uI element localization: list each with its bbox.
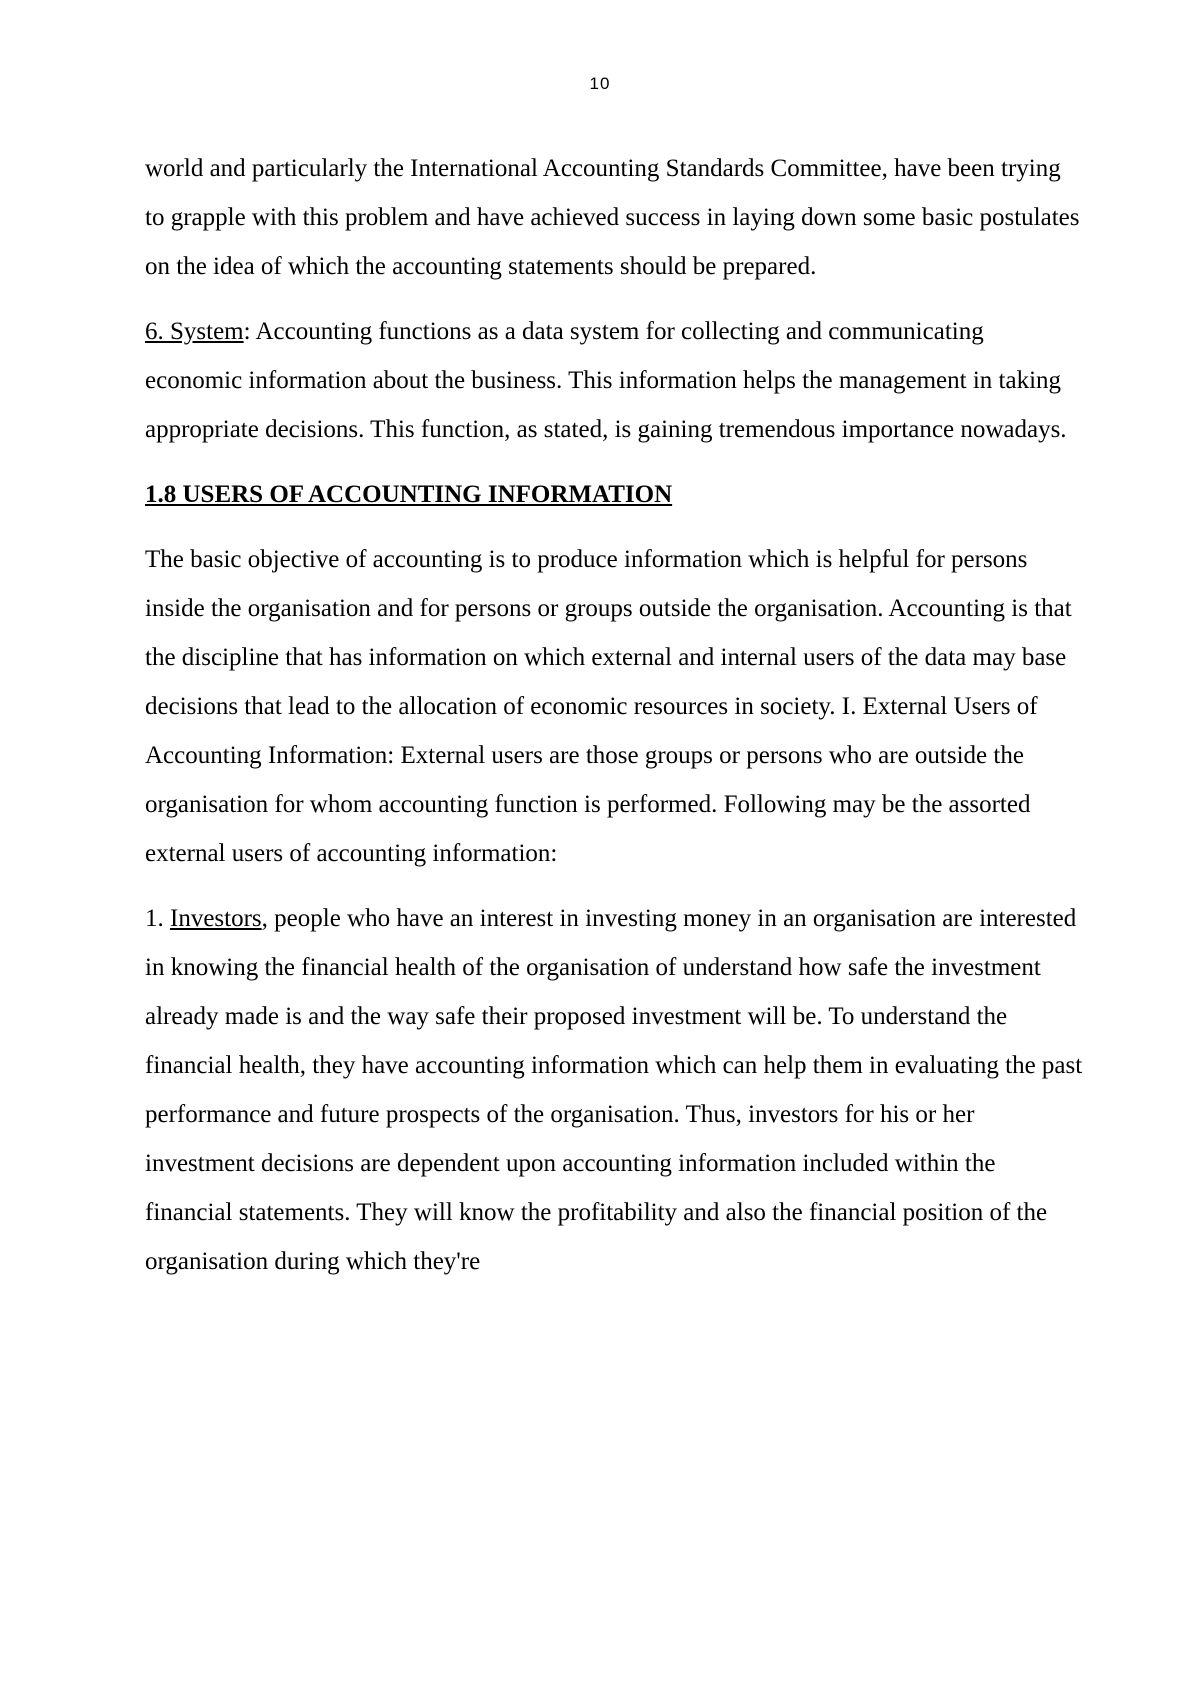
paragraph-system — [145, 307, 1085, 454]
page-number: 10 — [589, 74, 611, 93]
paragraph-standards: world and particularly the International Accounting Standards Committee, have been trying to grapple with this problem and have achieved success in laying down some basic postulates on the idea of which the accounting statements should be prepared. — [145, 155, 1080, 280]
section-heading: 1.8 USERS OF ACCOUNTING INFORMATION — [145, 481, 673, 508]
investors-number: 1. — [145, 905, 170, 932]
paragraph-investors — [145, 894, 1085, 1286]
document-body — [145, 144, 1085, 1302]
investors-label: Investors — [170, 905, 262, 932]
system-label: 6. System — [145, 318, 244, 345]
system-text: : Accounting functions as a data system for collecting and communicating economic information about the business. This information helps the management in taking appropriate decisions. This function, as stated, is gaining tremendous importance nowadays. — [145, 318, 1067, 443]
investors-text: , people who have an interest in investing money in an organisation are interested in knowing the financial health of the organisation of understand how safe the investment already made is and the way safe their proposed investment will be. To understand the financial health, they have accounting information which can help them in evaluating the past performance and future prospects of the organisation. Thus, investors for his or her investment decisions are dependent upon accounting information included within the financial statements. They will know the profitability and also the financial position of the organisation during which they're — [145, 905, 1083, 1275]
paragraph-objective: The basic objective of accounting is to produce information which is helpful for persons inside the organisation and for persons or groups outside the organisation. Accounting is that the discipline that has information on which external and internal users of the data may base decisions that lead to the allocation of economic resources in society. I. External Users of Accounting Information: External users are those groups or persons who are outside the organisation for whom accounting function is performed. Following may be the assorted external users of accounting information: — [145, 546, 1072, 867]
